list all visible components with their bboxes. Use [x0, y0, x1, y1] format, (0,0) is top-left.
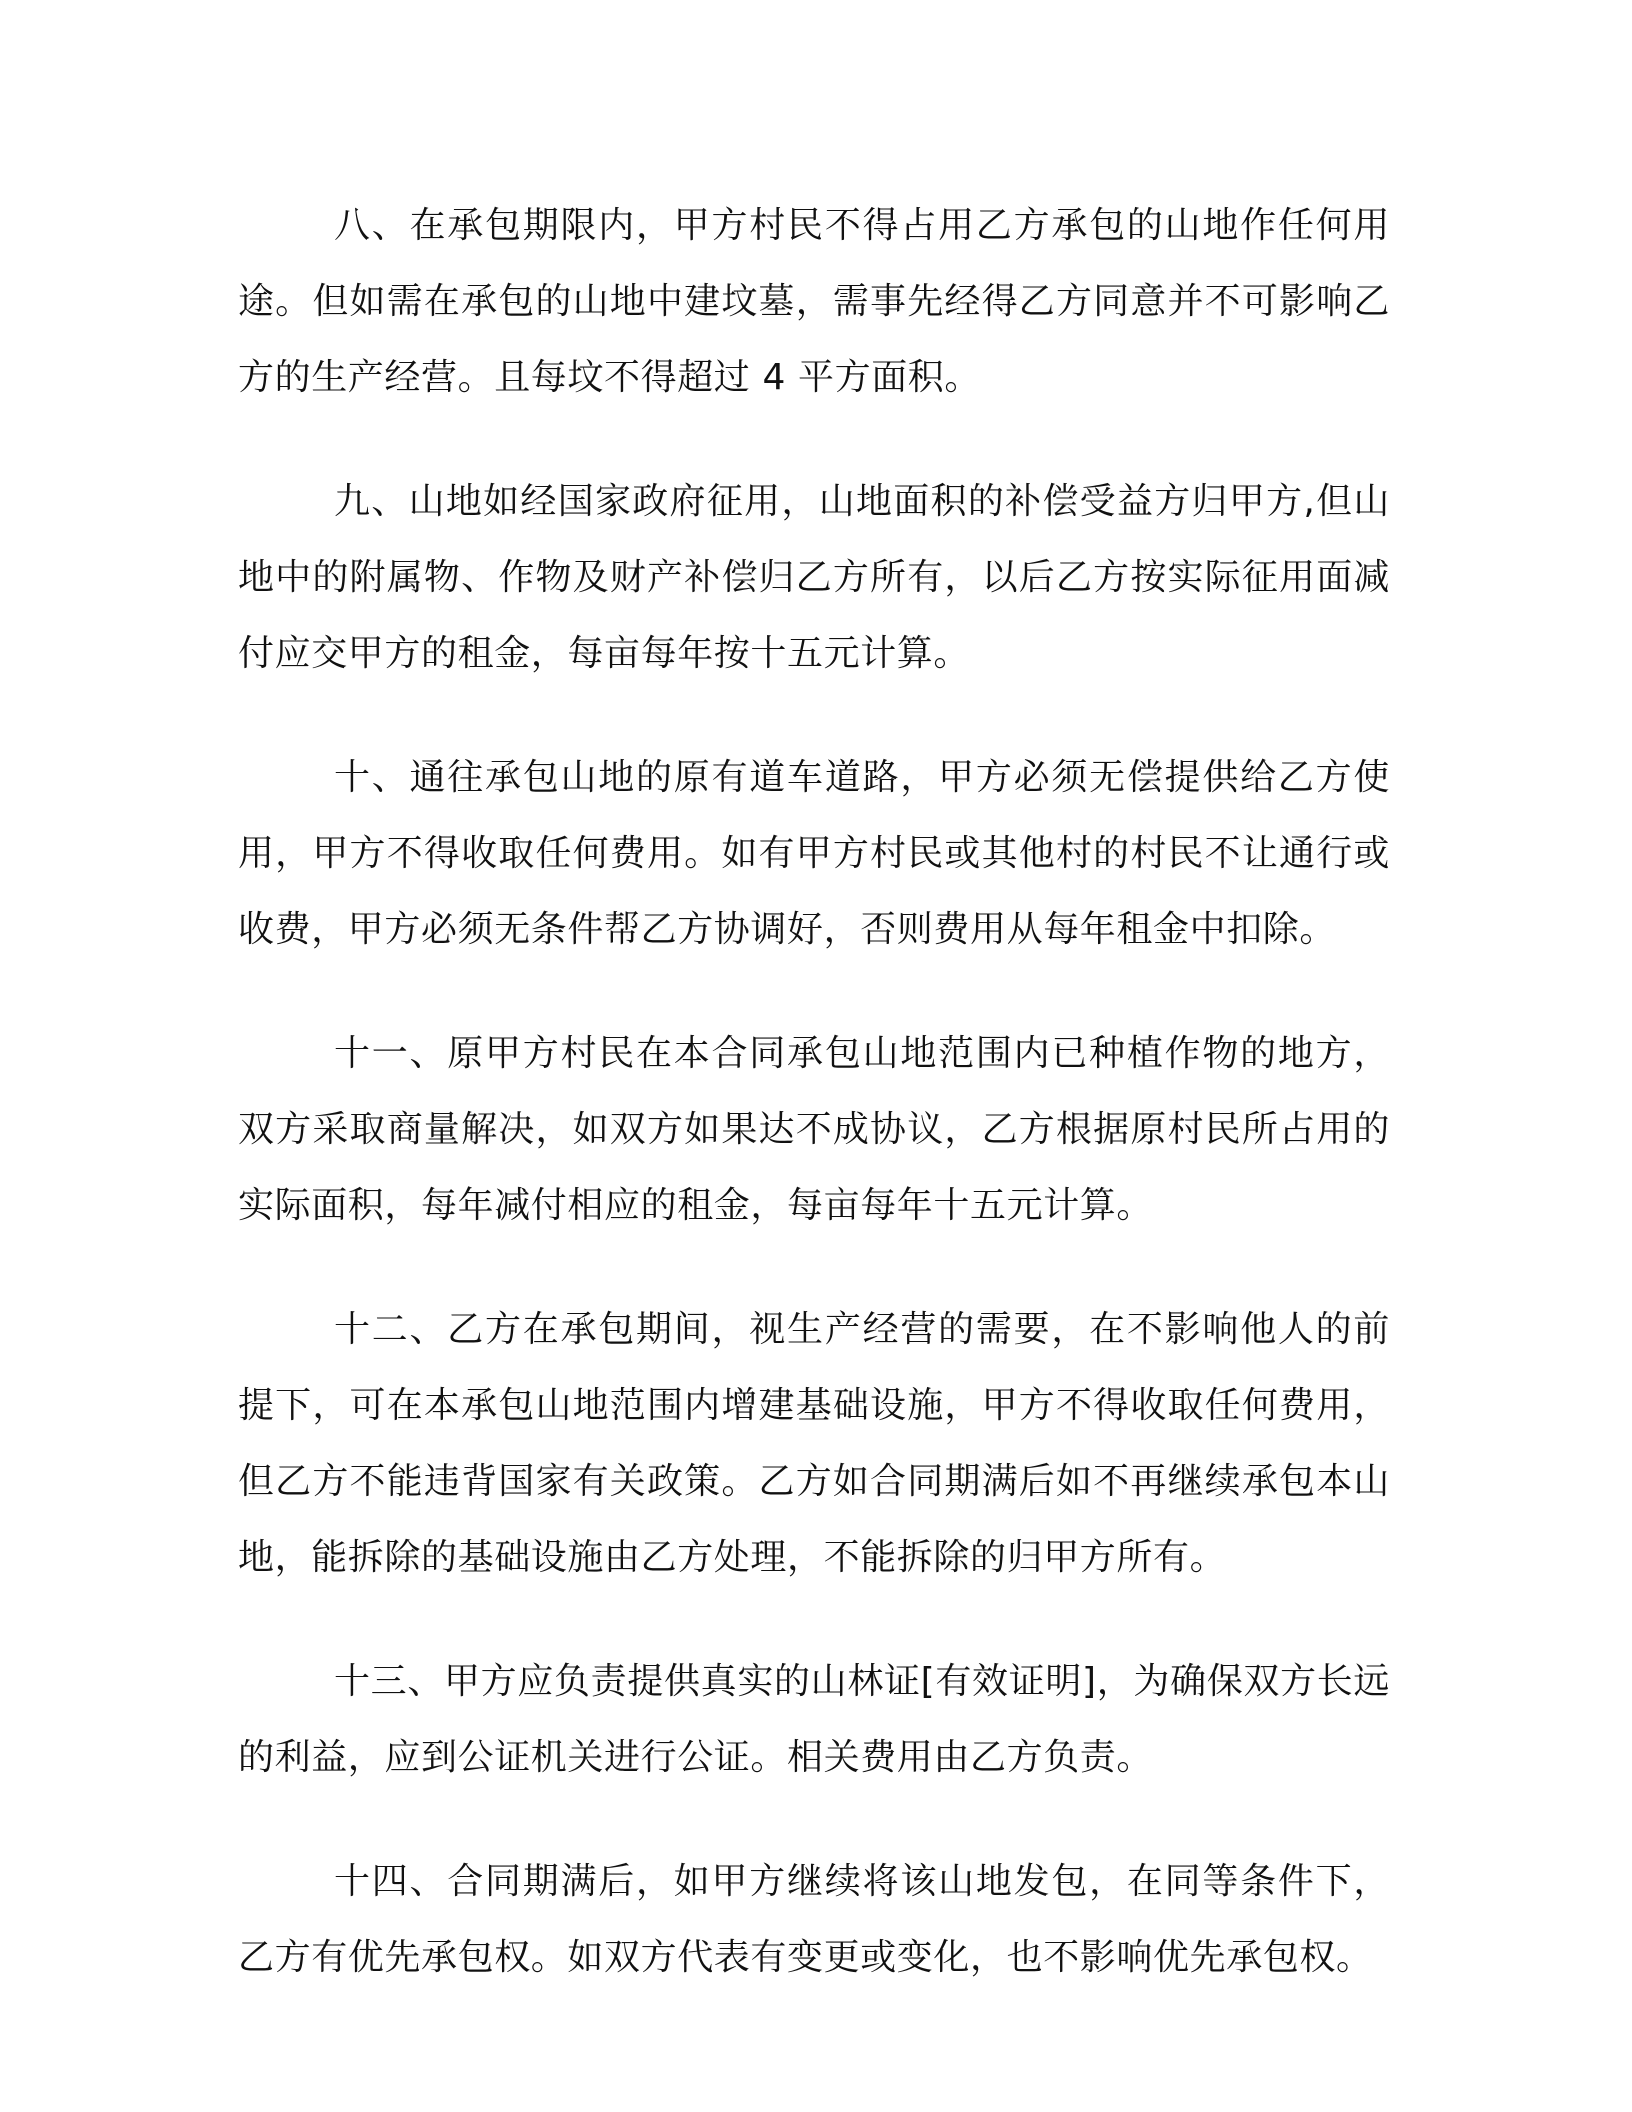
clause-8: 八、在承包期限内，甲方村民不得占用乙方承包的山地作任何用途。但如需在承包的山地中建坟墓，需事先经得乙方同意并不可影响乙方的生产经营。且每坟不得超过 4 平方面积。	[238, 205, 1390, 398]
clause-9: 九、山地如经国家政府征用，山地面积的补偿受益方归甲方,但山地中的附属物、作物及财产补偿归乙方所有，以后乙方按实际征用面减付应交甲方的租金，每亩每年按十五元计算。	[238, 481, 1390, 674]
document-body	[238, 188, 1390, 2044]
clause-13: 十三、甲方应负责提供真实的山林证[有效证明]，为确保双方长远的利益，应到公证机关进行公证。相关费用由乙方负责。	[238, 1661, 1390, 1778]
clause-10: 十、通往承包山地的原有道车道路，甲方必须无偿提供给乙方使用，甲方不得收取任何费用。如有甲方村民或其他村的村民不让通行或收费，甲方必须无条件帮乙方协调好，否则费用从每年租金中扣除。	[238, 757, 1390, 950]
clause-14: 十四、合同期满后，如甲方继续将该山地发包，在同等条件下，乙方有优先承包权。如双方代表有变更或变化，也不影响优先承包权。	[238, 1861, 1390, 1978]
clause-11: 十一、原甲方村民在本合同承包山地范围内已种植作物的地方，双方采取商量解决，如双方如果达不成协议，乙方根据原村民所占用的实际面积，每年减付相应的租金，每亩每年十五元计算。	[238, 1033, 1390, 1226]
clause-12: 十二、乙方在承包期间，视生产经营的需要，在不影响他人的前提下，可在本承包山地范围内增建基础设施，甲方不得收取任何费用，但乙方不能违背国家有关政策。乙方如合同期满后如不再继续承包本山地，能拆除的基础设施由乙方处理，不能拆除的归甲方所有。	[238, 1309, 1390, 1578]
